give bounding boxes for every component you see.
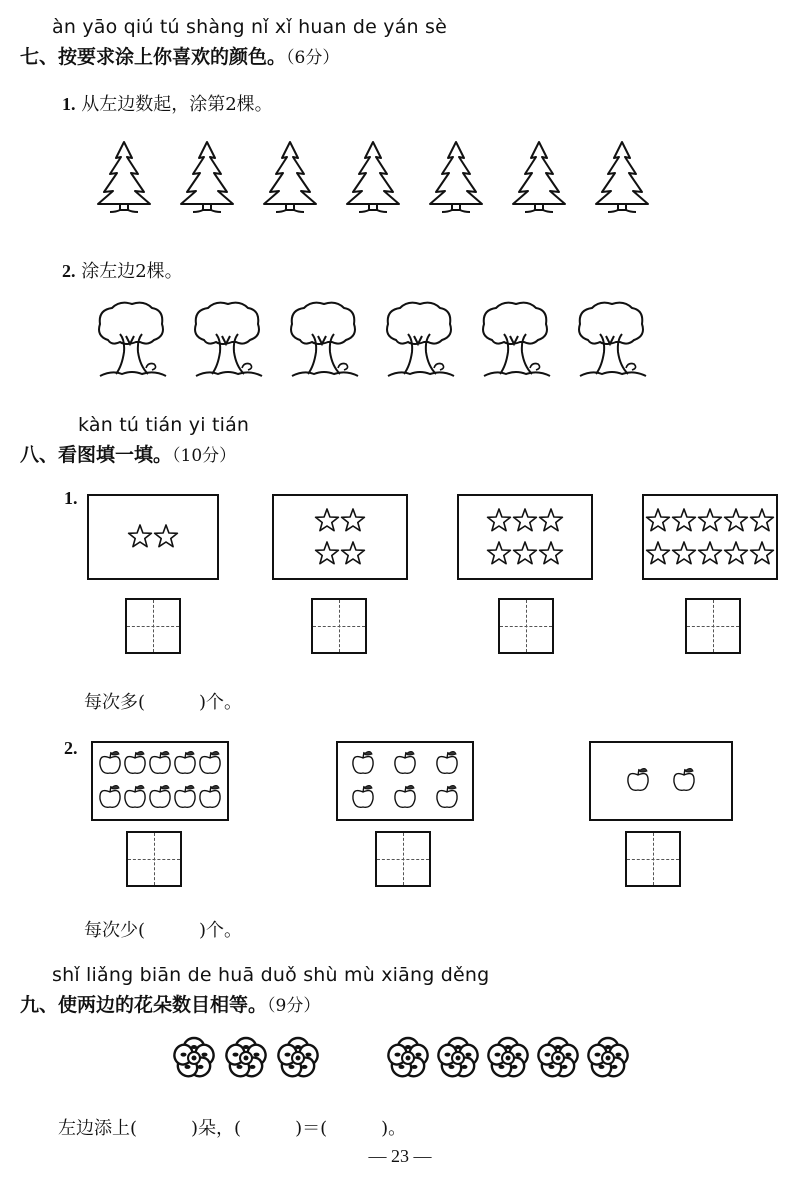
- section9-title: 九、使两边的花朵数目相等。: [20, 994, 268, 1016]
- round-tree[interactable]: [579, 303, 646, 376]
- star-icon: [673, 542, 696, 564]
- section7-score: （6分）: [286, 48, 340, 68]
- apple-icon: [674, 769, 694, 791]
- star-icon: [514, 542, 537, 564]
- round-tree[interactable]: [291, 303, 358, 376]
- pine-tree[interactable]: [181, 142, 233, 212]
- round-tree[interactable]: [99, 303, 166, 376]
- apple-icon: [175, 752, 195, 774]
- answer-grid-box[interactable]: [685, 598, 741, 654]
- star-icon: [647, 509, 670, 531]
- round-tree[interactable]: [483, 303, 550, 376]
- star-icon: [514, 509, 537, 531]
- section7-q1-text: 从左边数起，涂第2棵。: [81, 94, 273, 115]
- star-icon: [342, 509, 365, 531]
- flower-icon: [172, 1038, 216, 1080]
- apple-icon: [175, 786, 195, 808]
- star-icon: [540, 542, 563, 564]
- section8-q2-answer[interactable]: 每次少( )个。: [84, 920, 243, 941]
- apple-icon: [150, 752, 170, 774]
- answer-grid-box[interactable]: [375, 831, 431, 887]
- section7-q1-number: 1.: [62, 94, 76, 114]
- section7-q2: [62, 257, 183, 283]
- flower-icon: [224, 1038, 268, 1080]
- section8-heading: [20, 440, 236, 467]
- pine-tree-row: [94, 140, 674, 222]
- star-icon: [129, 525, 152, 547]
- apple-icon: [437, 786, 457, 808]
- star-box: [457, 494, 593, 580]
- apple-icon: [125, 786, 145, 808]
- flower-icon: [486, 1038, 530, 1080]
- section9-score: （9分）: [267, 996, 321, 1016]
- star-icon: [488, 509, 511, 531]
- section8-q2-number: 2.: [64, 738, 78, 758]
- flower-icon: [536, 1038, 580, 1080]
- flower-icon: [436, 1038, 480, 1080]
- section9-answer[interactable]: 左边添上( )朵，( )＝( )。: [58, 1118, 407, 1139]
- apple-box: [336, 741, 474, 821]
- star-icon: [751, 542, 774, 564]
- answer-grid-box[interactable]: [125, 598, 181, 654]
- flower-icon: [586, 1038, 630, 1080]
- answer-grid-box[interactable]: [625, 831, 681, 887]
- answer-grid-box[interactable]: [498, 598, 554, 654]
- flower-icon: [276, 1038, 320, 1080]
- apple-box: [91, 741, 229, 821]
- apple-icon: [353, 752, 373, 774]
- star-icon: [725, 542, 748, 564]
- flower-icon: [386, 1038, 430, 1080]
- round-tree[interactable]: [387, 303, 454, 376]
- apple-icon: [200, 752, 220, 774]
- star-icon: [699, 542, 722, 564]
- apple-icon: [200, 786, 220, 808]
- apple-icon: [100, 752, 120, 774]
- section8-pinyin: kàn tú tián yi tián: [78, 414, 250, 436]
- pine-tree[interactable]: [347, 142, 399, 212]
- star-icon: [751, 509, 774, 531]
- star-icon: [316, 542, 339, 564]
- section8-q1-number: 1.: [64, 488, 78, 508]
- flower-row: [172, 1030, 632, 1094]
- pine-tree[interactable]: [264, 142, 316, 212]
- apple-icon: [100, 786, 120, 808]
- apple-icon: [353, 786, 373, 808]
- star-box: [642, 494, 778, 580]
- page-number: — 23 —: [368, 1146, 432, 1166]
- section7-heading: [20, 42, 339, 69]
- section7-title: 七、按要求涂上你喜欢的颜色。: [20, 46, 287, 68]
- apple-icon: [395, 752, 415, 774]
- star-icon: [342, 542, 365, 564]
- apple-box: [589, 741, 733, 821]
- section7-q2-number: 2.: [62, 261, 76, 281]
- star-icon: [699, 509, 722, 531]
- star-icon: [488, 542, 511, 564]
- round-tree[interactable]: [195, 303, 262, 376]
- star-icon: [540, 509, 563, 531]
- section7-q1: [62, 90, 273, 116]
- round-tree-row: [92, 300, 664, 388]
- apple-icon: [628, 769, 648, 791]
- pine-tree[interactable]: [98, 142, 150, 212]
- pine-tree[interactable]: [430, 142, 482, 212]
- answer-grid-box[interactable]: [311, 598, 367, 654]
- star-box: [87, 494, 219, 580]
- apple-icon: [125, 752, 145, 774]
- star-box: [272, 494, 408, 580]
- section8-title: 八、看图填一填。: [20, 444, 173, 466]
- apple-icon: [395, 786, 415, 808]
- section9-heading: [20, 990, 320, 1017]
- star-icon: [673, 509, 696, 531]
- section7-pinyin: àn yāo qiú tú shàng nǐ xǐ huan de yán sè: [52, 16, 448, 38]
- apple-icon: [150, 786, 170, 808]
- section8-q1-answer[interactable]: 每次多( )个。: [84, 692, 243, 713]
- pine-tree[interactable]: [513, 142, 565, 212]
- section9-pinyin: shǐ liǎng biān de huā duǒ shù mù xiāng děng: [52, 964, 490, 986]
- pine-tree[interactable]: [596, 142, 648, 212]
- star-icon: [725, 509, 748, 531]
- section8-score: （10分）: [172, 446, 237, 466]
- star-icon: [647, 542, 670, 564]
- apple-icon: [437, 752, 457, 774]
- star-icon: [155, 525, 178, 547]
- star-icon: [316, 509, 339, 531]
- answer-grid-box[interactable]: [126, 831, 182, 887]
- section7-q2-text: 涂左边2棵。: [81, 261, 183, 282]
